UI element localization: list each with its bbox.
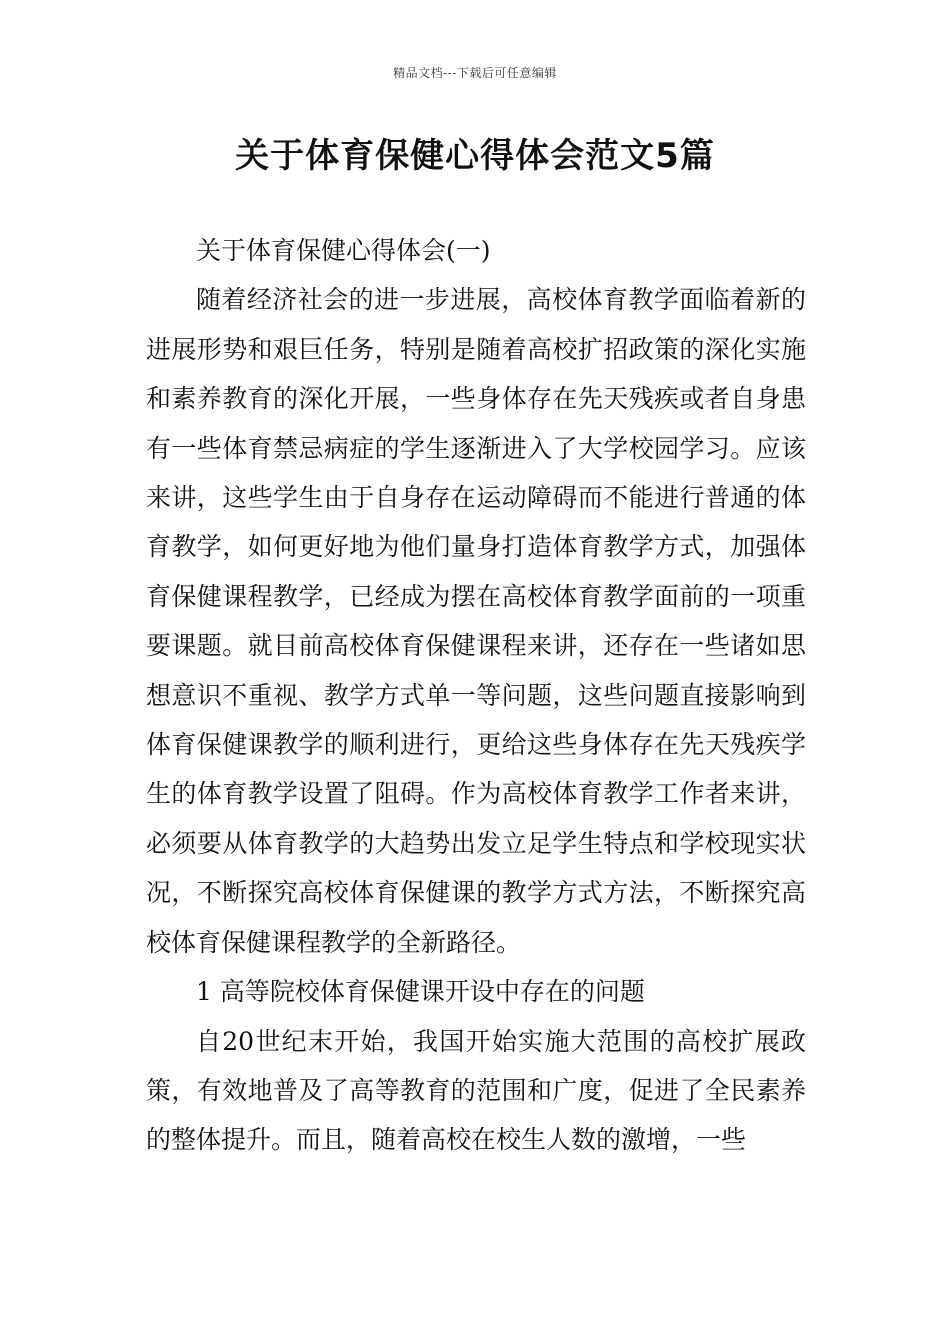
- section-heading-1: 关于体育保健心得体会(一): [196, 236, 491, 265]
- document-title: 关于体育保健心得体会范文5篇: [235, 136, 715, 176]
- paragraph-1: 随着经济社会的进一步进展，高校体育教学面临着新的进展形势和艰巨任务，特别是随着高校扩招政策的深化实施和素养教育的深化开展，一些身体存在先天残疾或者自身患有一些体育禁忌病症的学生逐渐进入了大学校园学习。应该来讲，这些学生由于自身存在运动障碍而不能进行普通的体育教学，如何更好地为他们量身打造体育教学方式，加强体育保健课程教学，已经成为摆在高校体育教学面前的一项重要课题。就目前高校体育保健课程来讲，还存在一些诸如思想意识不重视、教学方式单一等问题，这些问题直接影响到体育保健课教学的顺利进行，更给这些身体存在先天残疾学生的体育教学设置了阻碍。作为高校体育教学工作者来讲，必须要从体育教学的大趋势出发立足学生特点和学校现实状况，不断探究高校体育保健课的教学方式方法，不断探究高校体育保健课程教学的全新路径。: [146, 285, 806, 957]
- section-heading-2: 1 高等院校体育保健课开设中存在的问题: [196, 977, 645, 1007]
- header-note: 精品文档---下载后可任意编辑: [393, 66, 557, 80]
- document-body: [146, 226, 806, 1165]
- paragraph-2: 自20世纪末开始，我国开始实施大范围的高校扩展政策，有效地普及了高等教育的范围和广度，促进了全民素养的整体提升。而且，随着高校在校生人数的激增，一些: [146, 1026, 806, 1155]
